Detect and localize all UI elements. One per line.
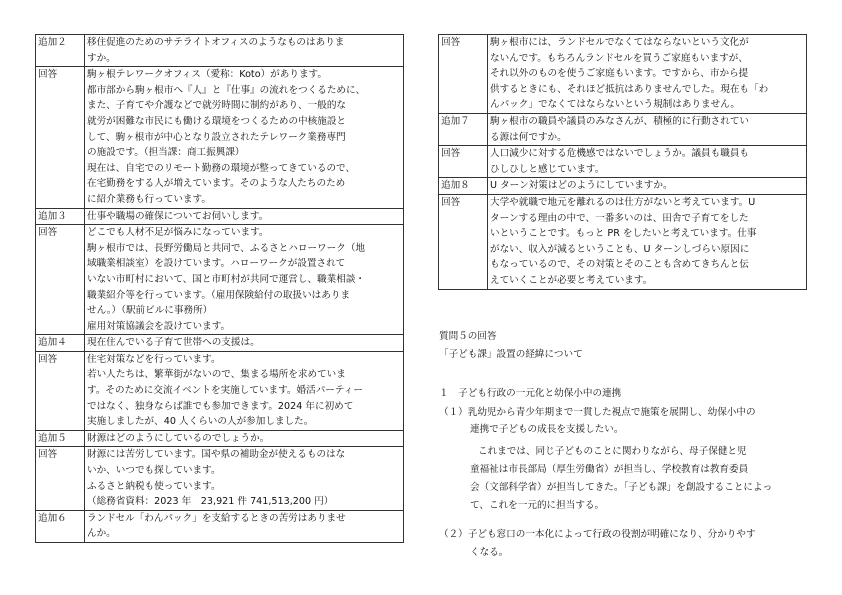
row-line: 住宅対策などを行っています。	[87, 353, 221, 365]
row-content	[85, 208, 404, 225]
row-line: どこでも人材不足が悩みになっています。	[87, 227, 269, 239]
row-line: えていくことが必要と考えています。	[490, 274, 653, 286]
row-label: 回答	[439, 35, 488, 114]
row-line: ひしひしと感じています。	[490, 163, 605, 175]
row-label: 回答	[439, 146, 488, 178]
row-label: 追加６	[36, 510, 85, 542]
row-label: 回答	[36, 67, 85, 208]
row-line: いない市町村において、国と市町村が共同で運営し、職業相談・	[87, 273, 366, 285]
row-line: がない、収入が減るということも、U ターンしづらい原因に	[490, 243, 750, 255]
qa-row	[36, 67, 404, 208]
row-line: 駒ヶ根市では、長野労働局と共同で、ふるさとハローワーク（地	[87, 242, 366, 254]
row-line: 域職業相談室）を設けています。ハローワークが設置されて	[87, 258, 346, 270]
row-line: 現在住んでいる子育て世帯への支援は。	[87, 337, 260, 349]
qa-row	[36, 447, 404, 510]
row-line: 大学や就職で地元を離れるのは仕方がないと考えています。U	[490, 196, 756, 208]
row-content	[85, 447, 404, 510]
row-label: 回答	[439, 194, 488, 289]
row-line: 雇用対策協議会を設けています。	[87, 320, 231, 332]
qa-row	[36, 35, 404, 67]
row-line: ターンする理由の中で、一番多いのは、田舎で子育てをした	[490, 212, 749, 224]
row-content	[85, 225, 404, 335]
qa-row	[439, 35, 807, 114]
qa-row	[36, 208, 404, 225]
row-content	[488, 113, 807, 145]
row-line: 財源はどのようにしているのでしょうか。	[87, 432, 270, 444]
qa-row	[439, 178, 807, 195]
row-line: せん。）（駅前ビルに事務所）	[87, 305, 213, 317]
row-label: 追加８	[439, 178, 488, 195]
qa-row	[36, 351, 404, 430]
row-content	[85, 335, 404, 352]
row-label: 追加３	[36, 208, 85, 225]
row-label: 追加４	[36, 335, 85, 352]
row-content	[488, 194, 807, 289]
row-line: 駒ヶ根市には、ランドセルでなくてはならないという文化が	[490, 37, 749, 48]
row-content	[488, 35, 807, 114]
row-content	[488, 146, 807, 178]
row-line: 現在は、自宅でのリモート勤務の環境が整ってきているので、	[87, 162, 356, 174]
point-1-heading: １ 子ども行政の一元化と幼保小中の連携	[439, 388, 622, 399]
row-line: 職業紹介等を行っています。（雇用保険給付の取扱いはありま	[87, 289, 351, 301]
row-line: もなっているので、その対策とそのことも含めてきちんと伝	[490, 259, 749, 271]
row-line: （総務省資料：2023 年 23,921 件 741,513,200 円）	[87, 496, 334, 508]
row-line: また、子育てや介護などで就労時間に制約があり、一般的な	[87, 100, 347, 112]
qa-row	[36, 335, 404, 352]
row-line: 駒ヶ根市の職員や議員のみなさんが、積極的に行動されてい	[490, 115, 750, 127]
qa-row	[439, 194, 807, 289]
section-heading: 質問５の回答	[439, 331, 497, 342]
qa-row	[36, 225, 404, 335]
row-line: U ターン対策はどのようにしていますか。	[490, 180, 673, 192]
item-1-line-1: （１）乳幼児から青少年期まで一貫した視点で施策を展開し、幼保小中の	[439, 407, 756, 418]
item-2-line-1: （２）子ども窓口の一本化によって行政の役割が明確になり、分かりやす	[439, 529, 756, 540]
row-line: ふるさと納税も使っています。	[87, 480, 221, 492]
row-content	[85, 430, 404, 447]
row-line: んパック」でなくてはならないという規制はありません。	[490, 99, 741, 111]
section-subheading: 「子ども課」設置の経緯について	[439, 349, 583, 360]
row-line: ないんです。もちろんランドセルを買うご家庭もいますが、	[490, 52, 748, 64]
item-1-para-line-4: て、これを一元的に担当する。	[470, 500, 605, 511]
row-label: 追加５	[36, 430, 85, 447]
item-1-para-line-2: 童福祉は市長部局（厚生労働省）が担当し、学校教育は教育委員	[470, 464, 749, 475]
item-1-line-2: 連携で子どもの成長を支援したい。	[470, 424, 624, 435]
row-line: んか。	[87, 528, 116, 540]
row-line: に紹介業務も行っています。	[87, 193, 211, 205]
row-line: それ以外のものを使うご家庭もいます。ですから、市から提	[490, 68, 749, 80]
row-line: 在宅勤務をする人が増えています。そのような人たちのため	[87, 178, 346, 190]
row-line: 実施しましたが、40 人くらいの人が参加しました。	[87, 416, 314, 428]
item-1-para-line-3: 会（文部科学省）が担当してきた。「子ども課」を創設することによっ	[470, 482, 773, 493]
row-line: の施設です。（担当課：商工振興課）	[87, 147, 245, 159]
row-label: 回答	[36, 351, 85, 430]
row-content	[85, 35, 404, 67]
row-line: すか。	[87, 52, 116, 64]
row-line: す。そのために交流イベントを実施しています。婚活パーティー	[87, 385, 363, 397]
qa-row	[439, 113, 807, 145]
row-line: いか、いつでも探しています。	[87, 465, 221, 477]
row-content	[85, 510, 404, 542]
qa-row	[36, 430, 404, 447]
qa-row	[439, 146, 807, 178]
row-label: 回答	[36, 447, 85, 510]
qa-table-left	[35, 34, 404, 543]
row-line: 移住促進のためのサテライトオフィスのようなものはありま	[87, 37, 345, 48]
row-content	[488, 178, 807, 195]
row-line: 仕事や職場の確保についてお伺いします。	[87, 210, 269, 222]
row-label: 回答	[36, 225, 85, 335]
item-2-line-2: くなる。	[470, 547, 509, 558]
row-line: る源は何ですか。	[490, 131, 567, 143]
row-label: 追加７	[439, 113, 488, 145]
row-label: 追加２	[36, 35, 85, 67]
row-content	[85, 351, 404, 430]
row-content	[85, 67, 404, 208]
row-line: 若い人たちは、繁華街がないので、集まる場所を求めていま	[87, 369, 346, 381]
qa-row	[36, 510, 404, 542]
row-line: いということです。もっと PR をしたいと考えています。仕事	[490, 228, 757, 240]
row-line: ランドセル「わんパック」を支給するときの苦労はありませ	[87, 512, 346, 524]
qa-table-right	[438, 34, 807, 290]
row-line: 都市部から駒ヶ根市へ『人』と『仕事』の流れをつくるために、	[87, 84, 366, 96]
row-line: 供するときにも、それほど抵抗はありませんでした。現在も「わ	[490, 83, 769, 95]
row-line: 財源には苦労しています。国や県の補助金が使えるものはな	[87, 449, 346, 461]
row-line: 就労が困難な市民にも働ける環境をつくるための中核施設と	[87, 115, 347, 127]
row-line: して、駒ヶ根市が中心となり設立されたテレワーク業務専門	[87, 131, 346, 143]
row-line: 人口減少に対する危機感ではないでしょうか。議員も職員も	[490, 148, 750, 160]
row-line: ではなく、独身ならば誰でも参加できます。2024 年に初めて	[87, 400, 354, 412]
item-1-para-line-1: これまでは、同じ子どものことに関わりながら、母子保健と児	[478, 446, 747, 457]
row-line: 駒ヶ根テレワークオフィス（愛称：Koto）があります。	[87, 69, 327, 81]
